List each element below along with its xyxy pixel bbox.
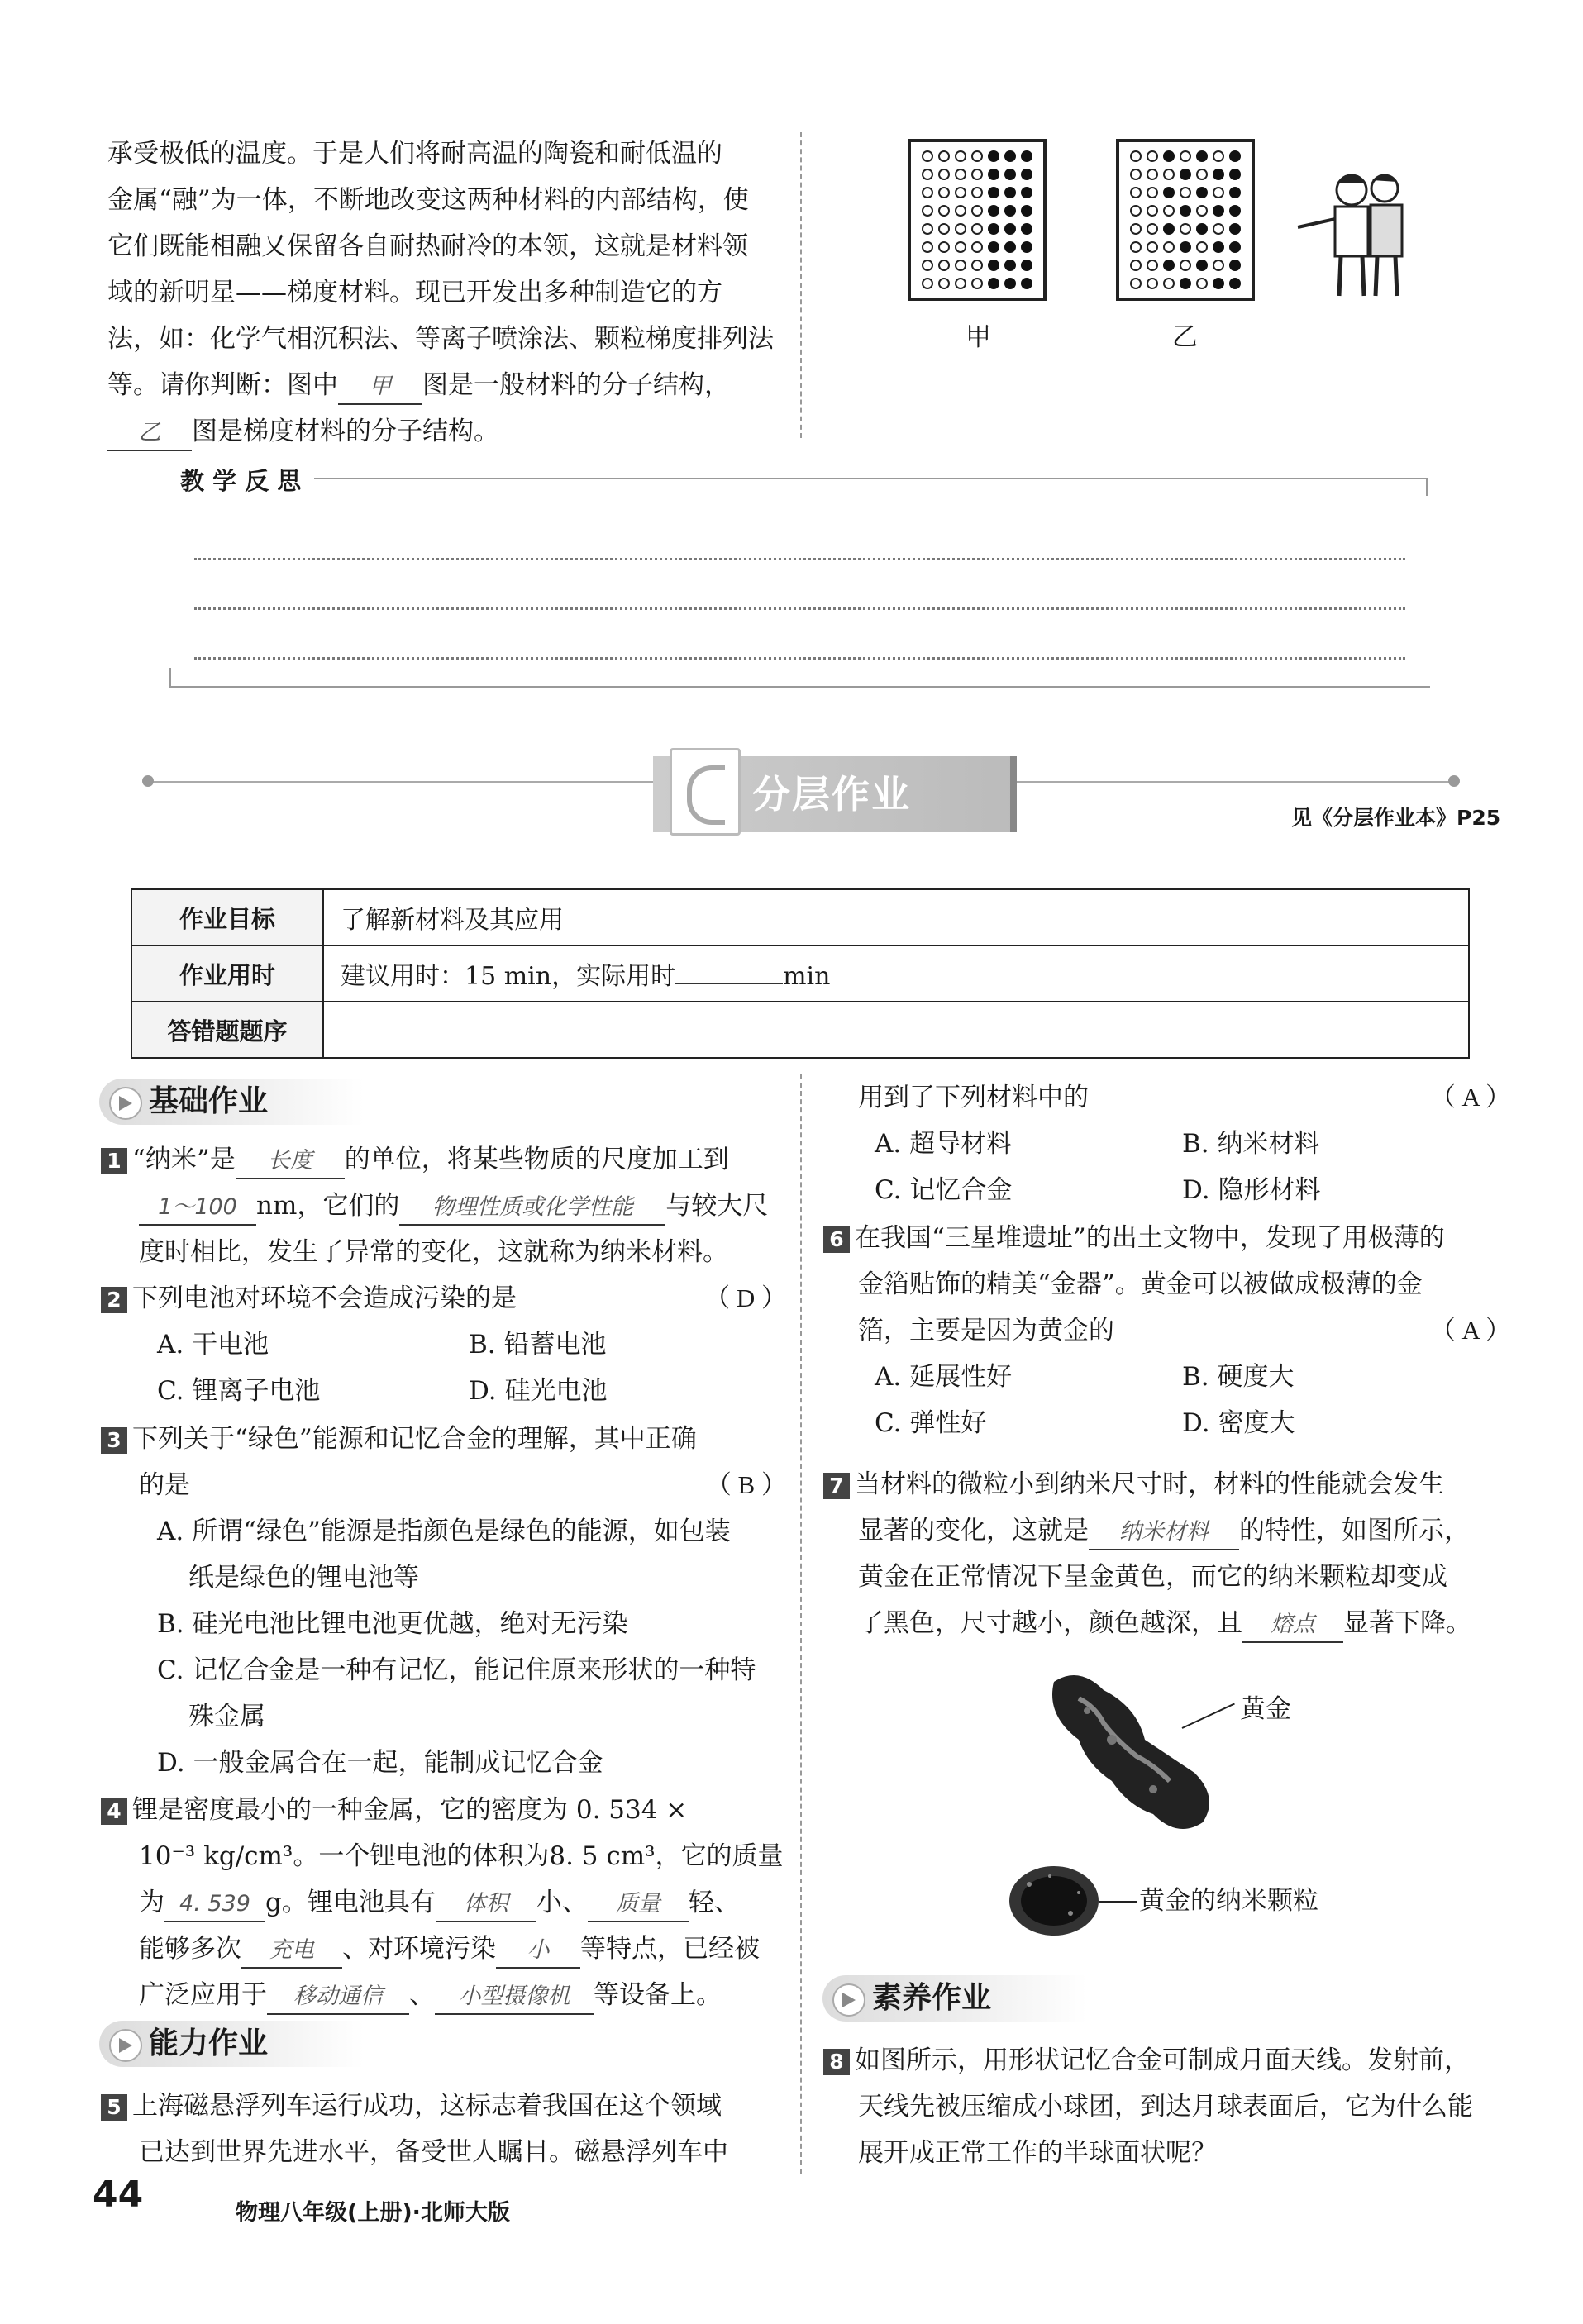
molecule-dot: [1147, 278, 1158, 289]
answer-blank: 4. 539: [164, 1888, 265, 1922]
molecule-dot: [1130, 169, 1142, 180]
option-b: B. 硅光电池比锂电池更优越，绝对无污染: [157, 1609, 628, 1639]
molecule-dot: [1196, 150, 1208, 162]
molecule-dot: [1147, 260, 1158, 271]
option-d: D. 硅光电池: [469, 1376, 608, 1406]
molecule-dot: [922, 260, 933, 271]
molecule-dot: [988, 169, 999, 180]
table-row: [131, 1002, 1469, 1058]
question-number: 2: [101, 1287, 127, 1313]
question-number: 3: [101, 1427, 127, 1454]
answer-blank: 体积: [436, 1888, 536, 1922]
molecule-dot: [1147, 169, 1158, 180]
molecule-dot: [955, 223, 966, 235]
molecule-dot: [988, 260, 999, 271]
molecule-dot: [1163, 150, 1175, 162]
paragraph-line: 域的新明星——梯度材料。现已开发出多种制造它的方: [107, 278, 722, 307]
molecule-dot: [1004, 205, 1016, 217]
molecule-dot: [1213, 278, 1224, 289]
molecule-dot: [1163, 187, 1175, 198]
molecule-dot: [1004, 278, 1016, 289]
section-literacy: 素养作业: [822, 1975, 1087, 2022]
molecule-dot: [955, 205, 966, 217]
answer-choice: （ B ）: [705, 1470, 787, 1499]
gold-nanoparticle-illustration: [1004, 1860, 1104, 1942]
molecule-dot: [1229, 260, 1241, 271]
molecule-dot: [1196, 187, 1208, 198]
molecule-dot: [1180, 278, 1191, 289]
paragraph-line: 乙 图是梯度材料的分子结构。: [107, 408, 785, 455]
molecule-dot: [938, 205, 950, 217]
molecule-grid-jia: [908, 139, 1047, 301]
paragraph-line: 它们既能相融又保留各自耐热耐冷的本领，这就是材料领: [107, 231, 748, 261]
column-divider: [800, 132, 802, 438]
molecule-dot: [938, 278, 950, 289]
molecule-dot: [1004, 260, 1016, 271]
question-4: 4 锂是密度最小的一种金属，它的密度为 0. 534 × 10⁻³ kg/cm³。一个锂电池的体积为8. 5 cm³，它的质量 为 4. 539 g。锂电池具有 体积 小、 质量 轻、 能够多次 充电 、对环境污染 小 等特点，已经被 广泛应用于 移动通信 、 小型摄像机 等设备上。: [101, 1787, 787, 2018]
molecule-dot: [1196, 260, 1208, 271]
molecule-dot: [1180, 187, 1191, 198]
reflection-bottom-border: [169, 686, 1430, 688]
molecule-dot: [922, 278, 933, 289]
table-head: 答错题题序: [131, 1002, 323, 1058]
book-title: 物理八年级(上册)·北师大版: [236, 2200, 510, 2226]
molecule-dot: [971, 260, 983, 271]
molecule-dot: [988, 205, 999, 217]
question-number: 4: [101, 1798, 127, 1825]
molecule-dot: [988, 187, 999, 198]
molecule-dot: [1021, 241, 1032, 253]
molecule-dot: [971, 241, 983, 253]
writing-line: [194, 657, 1405, 660]
option-b: B. 纳米材料: [1182, 1129, 1320, 1159]
reflection-top-border: [314, 478, 1426, 479]
answer-blank: 小: [496, 1934, 580, 1969]
molecule-dot: [1180, 241, 1191, 253]
banner-emblem: [670, 748, 741, 836]
molecule-dot: [971, 205, 983, 217]
molecule-dot: [1004, 187, 1016, 198]
table-row: [131, 945, 1469, 1002]
molecule-dot: [1229, 278, 1241, 289]
molecule-dot: [1004, 223, 1016, 235]
molecule-dot: [1196, 169, 1208, 180]
molecule-dot: [1229, 150, 1241, 162]
section-basic: 基础作业: [99, 1079, 364, 1125]
molecule-dot: [955, 150, 966, 162]
answer-blank: 物理性质或化学性能: [399, 1191, 665, 1226]
question-7: 7 当材料的微粒小到纳米尺寸时，材料的性能就会发生 显著的变化，这就是 纳米材料 的特性，如图所示， 黄金在正常情况下呈金黄色，而它的纳米颗粒却变成 了黑色，尺寸越小，颜色越深，且 熔点 显著下降。: [823, 1461, 1511, 1646]
molecule-dot: [1180, 205, 1191, 217]
molecule-dot: [1196, 223, 1208, 235]
molecule-dot: [1130, 241, 1142, 253]
molecule-dot: [1180, 223, 1191, 235]
molecule-dot: [1229, 205, 1241, 217]
question-5: 5 上海磁悬浮列车运行成功，这标志着我国在这个领域 已达到世界先进水平，备受世人瞩目。磁悬浮列车中: [101, 2083, 787, 2175]
molecule-dot: [1021, 169, 1032, 180]
molecule-dot: [1229, 223, 1241, 235]
molecule-dot: [1021, 150, 1032, 162]
question-number: 7: [823, 1473, 850, 1499]
paragraph-line: 承受极低的温度。于是人们将耐高温的陶瓷和耐低温的: [107, 139, 722, 169]
answer-blank: 小型摄像机: [435, 1980, 594, 2015]
question-5-continued: 用到了下列材料中的 （ A ） A. 超导材料 B. 纳米材料 C. 记忆合金 D. 隐形材料: [858, 1074, 1511, 1215]
table-cell: 了解新材料及其应用: [323, 889, 1469, 945]
option-c: C. 弹性好: [875, 1408, 987, 1438]
molecule-dot: [1163, 223, 1175, 235]
answer-blank: 乙: [107, 417, 192, 451]
fig-label-gold: 黄金: [1240, 1694, 1291, 1724]
molecule-dot: [938, 260, 950, 271]
molecule-dot: [955, 169, 966, 180]
paragraph-line: 等。请你判断：图中 甲 图是一般材料的分子结构，: [107, 362, 785, 408]
banner-box: [653, 756, 1017, 832]
molecule-dot: [1147, 205, 1158, 217]
option-c: C. 记忆合金: [875, 1175, 1013, 1205]
molecule-dot: [1130, 187, 1142, 198]
answer-choice: （ A ）: [1429, 1083, 1511, 1112]
answer-blank: 长度: [236, 1145, 345, 1179]
table-cell[interactable]: [323, 1002, 1469, 1058]
molecule-dot: [1147, 187, 1158, 198]
reflection-right-border: [1426, 478, 1428, 496]
molecule-dot: [922, 169, 933, 180]
molecule-dot: [1163, 205, 1175, 217]
molecule-dot: [1229, 169, 1241, 180]
option-b: B. 铅蓄电池: [469, 1330, 607, 1360]
molecule-dot: [1213, 150, 1224, 162]
question-2: 2 下列电池对环境不会造成污染的是 （ D ） A. 干电池 B. 铅蓄电池 C. 锂离子电池 D. 硅光电池: [101, 1275, 787, 1416]
molecule-dot: [955, 278, 966, 289]
question-number: 6: [823, 1226, 850, 1253]
question-number: 1: [101, 1148, 127, 1174]
answer-blank: 熔点: [1242, 1608, 1343, 1643]
molecule-dot: [938, 187, 950, 198]
molecule-dot: [988, 241, 999, 253]
molecule-dot: [1147, 150, 1158, 162]
option-d: D. 隐形材料: [1182, 1175, 1321, 1205]
fig-label-gold-nanoparticle: 黄金的纳米颗粒: [1139, 1886, 1318, 1916]
molecule-dot: [971, 187, 983, 198]
two-people-illustration: [1290, 165, 1422, 298]
table-row: [131, 889, 1469, 945]
molecule-dot: [1229, 187, 1241, 198]
molecule-dot: [938, 223, 950, 235]
answer-blank: 充电: [241, 1934, 342, 1969]
molecule-dot: [971, 278, 983, 289]
molecule-dot: [955, 241, 966, 253]
molecule-dot: [922, 187, 933, 198]
answer-blank: 移动通信: [267, 1980, 409, 2015]
paragraph-line: 法，如：化学气相沉积法、等离子喷涂法、颗粒梯度排列法: [107, 324, 774, 354]
molecule-dot: [1163, 278, 1175, 289]
banner-reference: 见《分层作业本》P25: [1291, 806, 1501, 830]
table-cell: 建议用时：15 min，实际用时 min: [323, 945, 1469, 1002]
molecule-dot: [1163, 169, 1175, 180]
page-number: 44: [93, 2174, 144, 2216]
section-ability: 能力作业: [99, 2021, 364, 2067]
option-d: D. 一般金属合在一起，能制成记忆合金: [157, 1748, 603, 1778]
answer-blank: 质量: [588, 1888, 689, 1922]
molecule-dot: [1130, 223, 1142, 235]
time-blank[interactable]: [675, 960, 783, 984]
arrow-icon: [109, 2029, 142, 2062]
option-c: C. 锂离子电池: [157, 1376, 321, 1406]
molecule-dot: [1004, 150, 1016, 162]
option-a: A. 超导材料: [875, 1129, 1013, 1159]
molecule-dot: [922, 241, 933, 253]
figure-label-jia: 甲: [966, 322, 991, 352]
molecule-dot: [1213, 241, 1224, 253]
molecule-dot: [1229, 241, 1241, 253]
molecule-dot: [1163, 260, 1175, 271]
answer-choice: （ D ）: [704, 1283, 787, 1312]
molecule-dot: [922, 223, 933, 235]
molecule-dot: [1147, 223, 1158, 235]
gold-lump-illustration: [1037, 1665, 1236, 1839]
reflection-title: 教 学 反 思: [180, 467, 302, 495]
molecule-dot: [1004, 169, 1016, 180]
molecule-dot: [971, 223, 983, 235]
molecule-dot: [1021, 187, 1032, 198]
banner-title: 分层作业: [752, 772, 911, 817]
molecule-dot: [1180, 150, 1191, 162]
molecule-dot: [1021, 260, 1032, 271]
molecule-dot: [1213, 169, 1224, 180]
molecule-dot: [922, 205, 933, 217]
leader-line: [1099, 1901, 1137, 1903]
molecule-dot: [1196, 241, 1208, 253]
question-number: 8: [823, 2049, 850, 2075]
paragraph-line: 金属“融”为一体，不断地改变这两种材料的内部结构，使: [107, 185, 749, 215]
molecule-dot: [1163, 241, 1175, 253]
molecule-dot: [971, 169, 983, 180]
molecule-dot: [988, 278, 999, 289]
molecule-dot: [1213, 205, 1224, 217]
molecule-dot: [1213, 260, 1224, 271]
molecule-dot: [955, 187, 966, 198]
question-number: 5: [101, 2094, 127, 2121]
molecule-dot: [1196, 278, 1208, 289]
column-divider: [800, 1074, 802, 2174]
molecule-dot: [1180, 260, 1191, 271]
molecule-dot: [1130, 150, 1142, 162]
molecule-dot: [1180, 169, 1191, 180]
table-head: 作业目标: [131, 889, 323, 945]
arrow-icon: [109, 1087, 142, 1120]
molecule-dot: [1021, 205, 1032, 217]
option-c: C. 记忆合金是一种有记忆，能记住原来形状的一种特: [157, 1655, 756, 1685]
banner-dot-left: [142, 775, 154, 787]
homework-info-table: [131, 888, 1470, 1059]
question-1: 1 “纳米”是 长度 的单位，将某些物质的尺度加工到 1～100 nm，它们的 物理性质或化学性能 与较大尺 度时相比，发生了异常的变化，这就称为纳米材料。: [101, 1136, 787, 1275]
molecule-dot: [988, 150, 999, 162]
question-3: 3 下列关于“绿色”能源和记忆合金的理解，其中正确 的是 （ B ） A. 所谓“绿色”能源是指颜色是绿色的能源，如包装 纸是绿色的锂电池等 B. 硅光电池比锂电池更优越，绝对无污染 C. 记忆合金是一种有记忆，能记住原来形状的一种特 殊金属 D. 一般金属合在一起，能制成记忆合金: [101, 1416, 787, 1786]
top-paragraph: [107, 131, 785, 455]
molecule-dot: [1147, 241, 1158, 253]
molecule-dot: [1130, 205, 1142, 217]
arrow-icon: [832, 1983, 865, 2017]
answer-choice: （ A ）: [1429, 1316, 1511, 1345]
molecule-dot: [922, 150, 933, 162]
writing-line: [194, 558, 1405, 560]
option-a: A. 干电池: [157, 1330, 269, 1360]
table-head: 作业用时: [131, 945, 323, 1002]
molecule-dot: [1021, 223, 1032, 235]
writing-line: [194, 607, 1405, 610]
molecule-dot: [1021, 278, 1032, 289]
molecule-grid-yi: [1116, 139, 1255, 301]
molecule-dot: [938, 241, 950, 253]
molecule-dot: [1213, 187, 1224, 198]
molecule-dot: [955, 260, 966, 271]
option-d: D. 密度大: [1182, 1408, 1295, 1438]
molecule-dot: [1130, 260, 1142, 271]
molecule-dot: [1213, 223, 1224, 235]
question-6: 6 在我国“三星堆遗址”的出土文物中，发现了用极薄的 金箔贴饰的精美“金器”。黄金可以被做成极薄的金 箔，主要是因为黄金的 （ A ） A. 延展性好 B. 硬度大 C. 弹性好 D. 密度大: [823, 1215, 1511, 1455]
question-8: 8 如图所示，用形状记忆合金可制成月面天线。发射前， 天线先被压缩成小球团，到达月球表面后，它为什么能 展开成正常工作的半球面状呢？: [823, 2037, 1511, 2176]
answer-blank: 纳米材料: [1089, 1516, 1239, 1550]
answer-blank: 甲: [338, 370, 422, 405]
molecule-dot: [938, 169, 950, 180]
molecule-dot: [1004, 241, 1016, 253]
option-a: A. 延展性好: [875, 1362, 1013, 1392]
reflection-left-border: [169, 668, 171, 686]
option-a: A. 所谓“绿色”能源是指颜色是绿色的能源，如包装: [157, 1517, 731, 1546]
molecule-dot: [971, 150, 983, 162]
molecule-dot: [988, 223, 999, 235]
banner-dot-right: [1448, 775, 1460, 787]
option-b: B. 硬度大: [1182, 1362, 1295, 1392]
answer-blank: 1～100: [139, 1191, 256, 1226]
figure-label-yi: 乙: [1172, 322, 1198, 352]
molecule-dot: [1130, 278, 1142, 289]
molecule-dot: [1196, 205, 1208, 217]
molecule-dot: [938, 150, 950, 162]
